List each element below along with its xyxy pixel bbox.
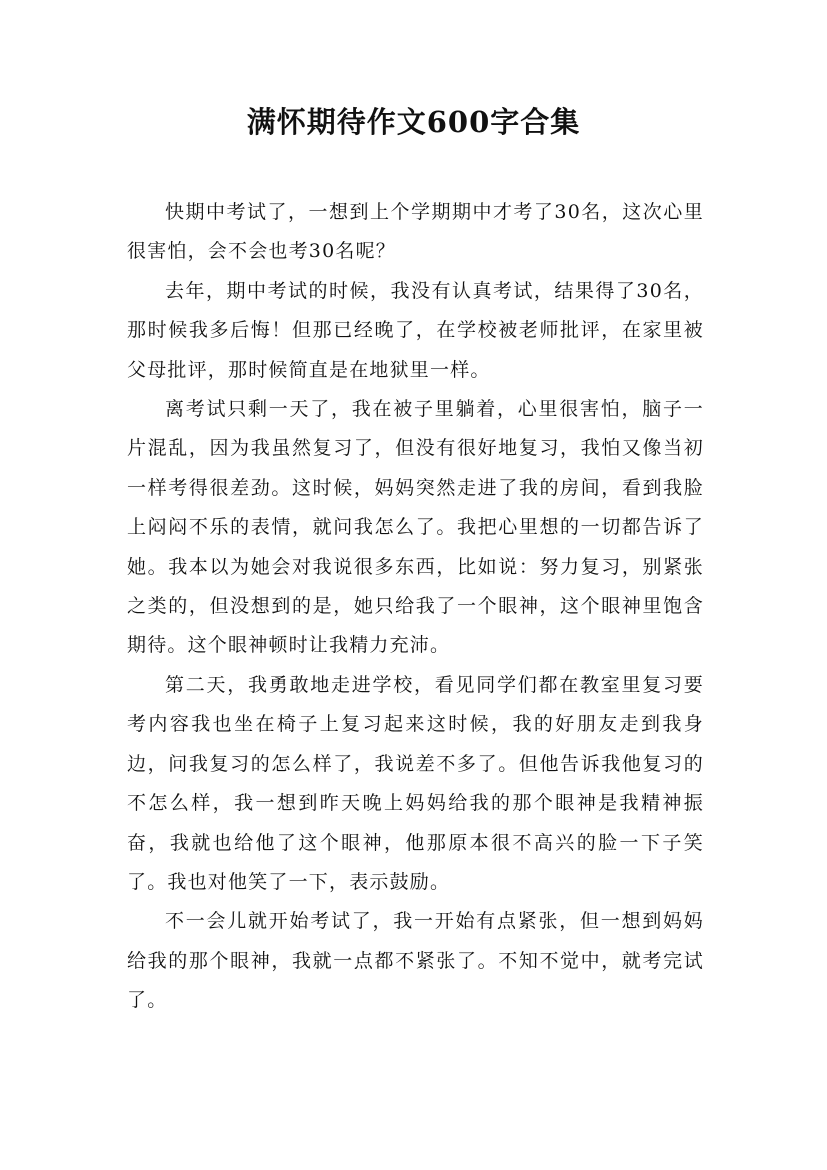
paragraph-3: 离考试只剩一天了，我在被子里躺着，心里很害怕，脑子一片混乱，因为我虽然复习了，但没有很好地复习，我怕又像当初一样考得很差劲。这时候，妈妈突然走进了我的房间，看到我脸上闷闷不乐的表情，就问我怎么了。我把心里想的一切都告诉了她。我本以为她会对我说很多东西，比如说：努力复习，别紧张之类的，但没想到的是，她只给我了一个眼神，这个眼神里饱含期待。这个眼神顿时让我精力充沛。 [127, 398, 704, 657]
paragraph-1: 快期中考试了，一想到上个学期期中才考了30名，这次心里很害怕，会不会也考30名呢？ [127, 201, 704, 263]
paragraph-4: 第二天，我勇敢地走进学校，看见同学们都在教室里复习要考内容我也坐在椅子上复习起来这时候，我的好朋友走到我身边，问我复习的怎么样了，我说差不多了。但他告诉我他复习的不怎么样，我一想到昨天晚上妈妈给我的那个眼神是我精神振奋，我就也给他了这个眼神，他那原本很不高兴的脸一下子笑了。我也对他笑了一下，表示鼓励。 [127, 673, 704, 893]
paragraph-5: 不一会儿就开始考试了，我一开始有点紧张，但一想到妈妈给我的那个眼神，我就一点都不紧张了。不知不觉中，就考完试了。 [127, 910, 704, 1012]
essay-body [127, 193, 704, 1021]
paragraph-2: 去年，期中考试的时候，我没有认真考试，结果得了30名，那时候我多后悔！但那已经晚了，在学校被老师批评，在家里被父母批评，那时候简直是在地狱里一样。 [127, 279, 704, 381]
page-title: 满怀期待作文600字合集 [246, 105, 581, 139]
